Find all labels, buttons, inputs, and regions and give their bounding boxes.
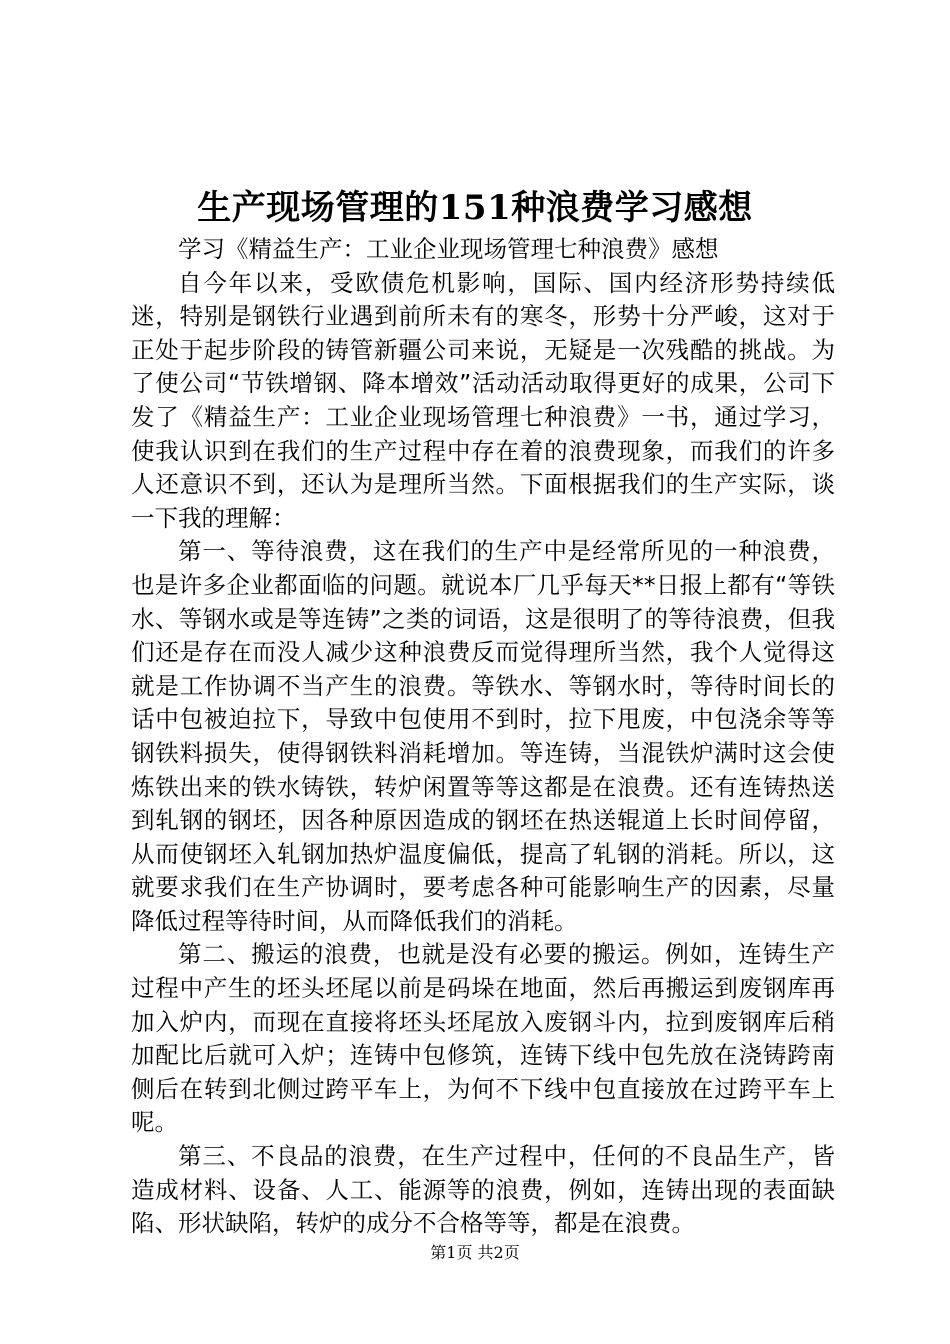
paragraph-transport-waste: 第二、搬运的浪费，也就是没有必要的搬运。例如，连铸生产过程中产生的坯头坯尾以前是码垛在地面，然后再搬运到废钢库再加入炉内，而现在直接将坯头坯尾放入废钢斗内，拉到废钢库后稍加配比后就可入炉；连铸中包修筑，连铸下线中包先放在浇铸跨南侧后在转到北侧过跨平车上，为何不下线中包直接放在过跨平车上呢。	[131, 940, 835, 1137]
document-subtitle: 学习《精益生产：工业企业现场管理七种浪费》感想	[178, 235, 719, 263]
document-title: 生产现场管理的151种浪费学习感想	[197, 188, 753, 228]
page-number-footer: 第1页 共2页	[430, 1243, 520, 1262]
paragraph-defect-waste: 第三、不良品的浪费，在生产过程中，任何的不良品生产，皆造成材料、设备、人工、能源等的浪费，例如，连铸出现的表面缺陷、形状缺陷，转炉的成分不合格等等，都是在浪费。	[131, 1142, 835, 1238]
document-body	[131, 233, 835, 1241]
paragraph-intro: 自今年以来，受欧债危机影响，国际、国内经济形势持续低迷，特别是钢铁行业遇到前所未有的寒冬，形势十分严峻，这对于正处于起步阶段的铸管新疆公司来说，无疑是一次残酷的挑战。为了使公司“节铁增钢、降本增效”活动活动取得更好的成果，公司下发了《精益生产：工业企业现场管理七种浪费》一书，通过学习，使我认识到在我们的生产过程中存在着的浪费现象，而我们的许多人还意识不到，还认为是理所当然。下面根据我们的生产实际，谈一下我的理解：	[131, 268, 835, 532]
paragraph-waiting-waste: 第一、等待浪费，这在我们的生产中是经常所见的一种浪费，也是许多企业都面临的问题。就说本厂几乎每天**日报上都有“等铁水、等钢水或是等连铸”之类的词语，这是很明了的等待浪费，但我们还是存在而没人减少这种浪费反而觉得理所当然，我个人觉得这就是工作协调不当产生的浪费。等铁水、等钢水时，等待时间长的话中包被迫拉下，导致中包使用不到时，拉下甩废，中包浇余等等钢铁料损失，使得钢铁料消耗增加。等连铸，当混铁炉满时这会使炼铁出来的铁水铸铁，转炉闲置等等这都是在浪费。还有连铸热送到轧钢的钢坯，因各种原因造成的钢坯在热送辊道上长时间停留，从而使钢坯入轧钢加热炉温度偏低，提高了轧钢的消耗。所以，这就要求我们在生产协调时，要考虑各种可能影响生产的因素，尽量降低过程等待时间，从而降低我们的消耗。	[131, 537, 835, 935]
